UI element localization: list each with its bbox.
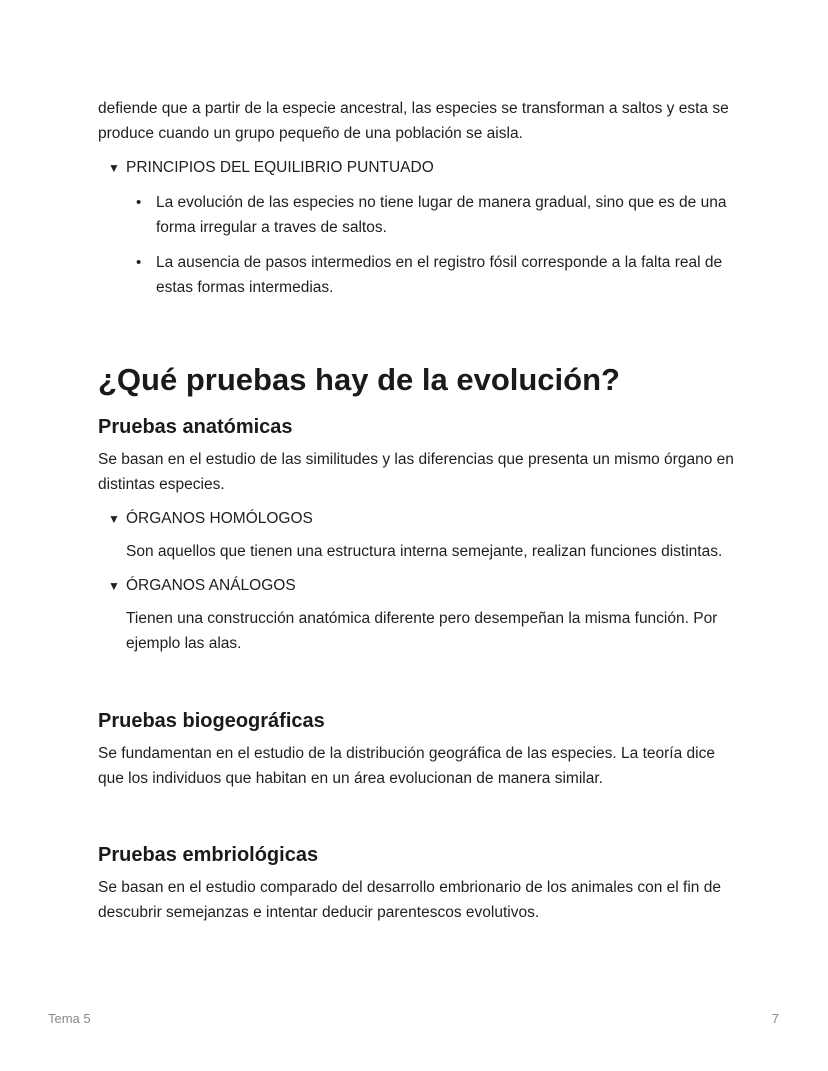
intro-paragraph: defiende que a partir de la especie ancestral, las especies se transforman a saltos y esta se produce cuando un grupo pequeño de una población se aisla. xyxy=(98,100,729,142)
anatomicas-paragraph: Se basan en el estudio de las similitudes y las diferencias que presenta un mismo órgano en distintas especies. xyxy=(98,451,734,493)
toggle-principios[interactable] xyxy=(108,155,738,181)
bullet-icon: • xyxy=(136,254,142,271)
embriologicas-paragraph: Se basan en el estudio comparado del desarrollo embrionario de los animales con el fin de descubrir semejanzas e intentar deducir parentescos evolutivos. xyxy=(98,879,721,921)
subheading-anatomicas: Pruebas anatómicas xyxy=(98,416,293,438)
principles-list xyxy=(136,190,738,300)
analogos-paragraph: Tienen una construcción anatómica diferente pero desempeñan la misma función. Por ejemplo las alas. xyxy=(126,610,718,652)
triangle-down-icon: ▼ xyxy=(108,161,120,175)
triangle-down-icon: ▼ xyxy=(108,512,120,526)
biogeograficas-paragraph: Se fundamentan en el estudio de la distribución geográfica de las especies. La teoría dice que los individuos que habitan en un área evolucionan de manera similar. xyxy=(98,745,715,787)
bullet-icon: • xyxy=(136,194,142,211)
subheading-biogeograficas: Pruebas biogeográficas xyxy=(98,710,325,732)
section-heading: ¿Qué pruebas hay de la evolución? xyxy=(98,362,620,397)
toggle-homologos-title: ÓRGANOS HOMÓLOGOS xyxy=(126,510,313,527)
toggle-homologos[interactable] xyxy=(108,506,738,532)
toggle-principios-title: PRINCIPIOS DEL EQUILIBRIO PUNTUADO xyxy=(126,159,434,176)
list-item-text: La ausencia de pasos intermedios en el registro fósil corresponde a la falta real de estas formas intermedias. xyxy=(156,254,723,296)
triangle-down-icon: ▼ xyxy=(108,579,120,593)
page-number: 7 xyxy=(771,1011,779,1026)
list-item xyxy=(136,190,738,240)
footer-left: Tema 5 xyxy=(48,1011,91,1026)
homologos-paragraph: Son aquellos que tienen una estructura interna semejante, realizan funciones distintas. xyxy=(126,543,723,560)
page-content xyxy=(98,96,738,925)
toggle-analogos-title: ÓRGANOS ANÁLOGOS xyxy=(126,577,296,594)
list-item xyxy=(136,250,738,300)
toggle-analogos[interactable] xyxy=(108,573,738,599)
subheading-embriologicas: Pruebas embriológicas xyxy=(98,844,319,866)
list-item-text: La evolución de las especies no tiene lugar de manera gradual, sino que es de una forma irregular a traves de saltos. xyxy=(156,194,727,236)
